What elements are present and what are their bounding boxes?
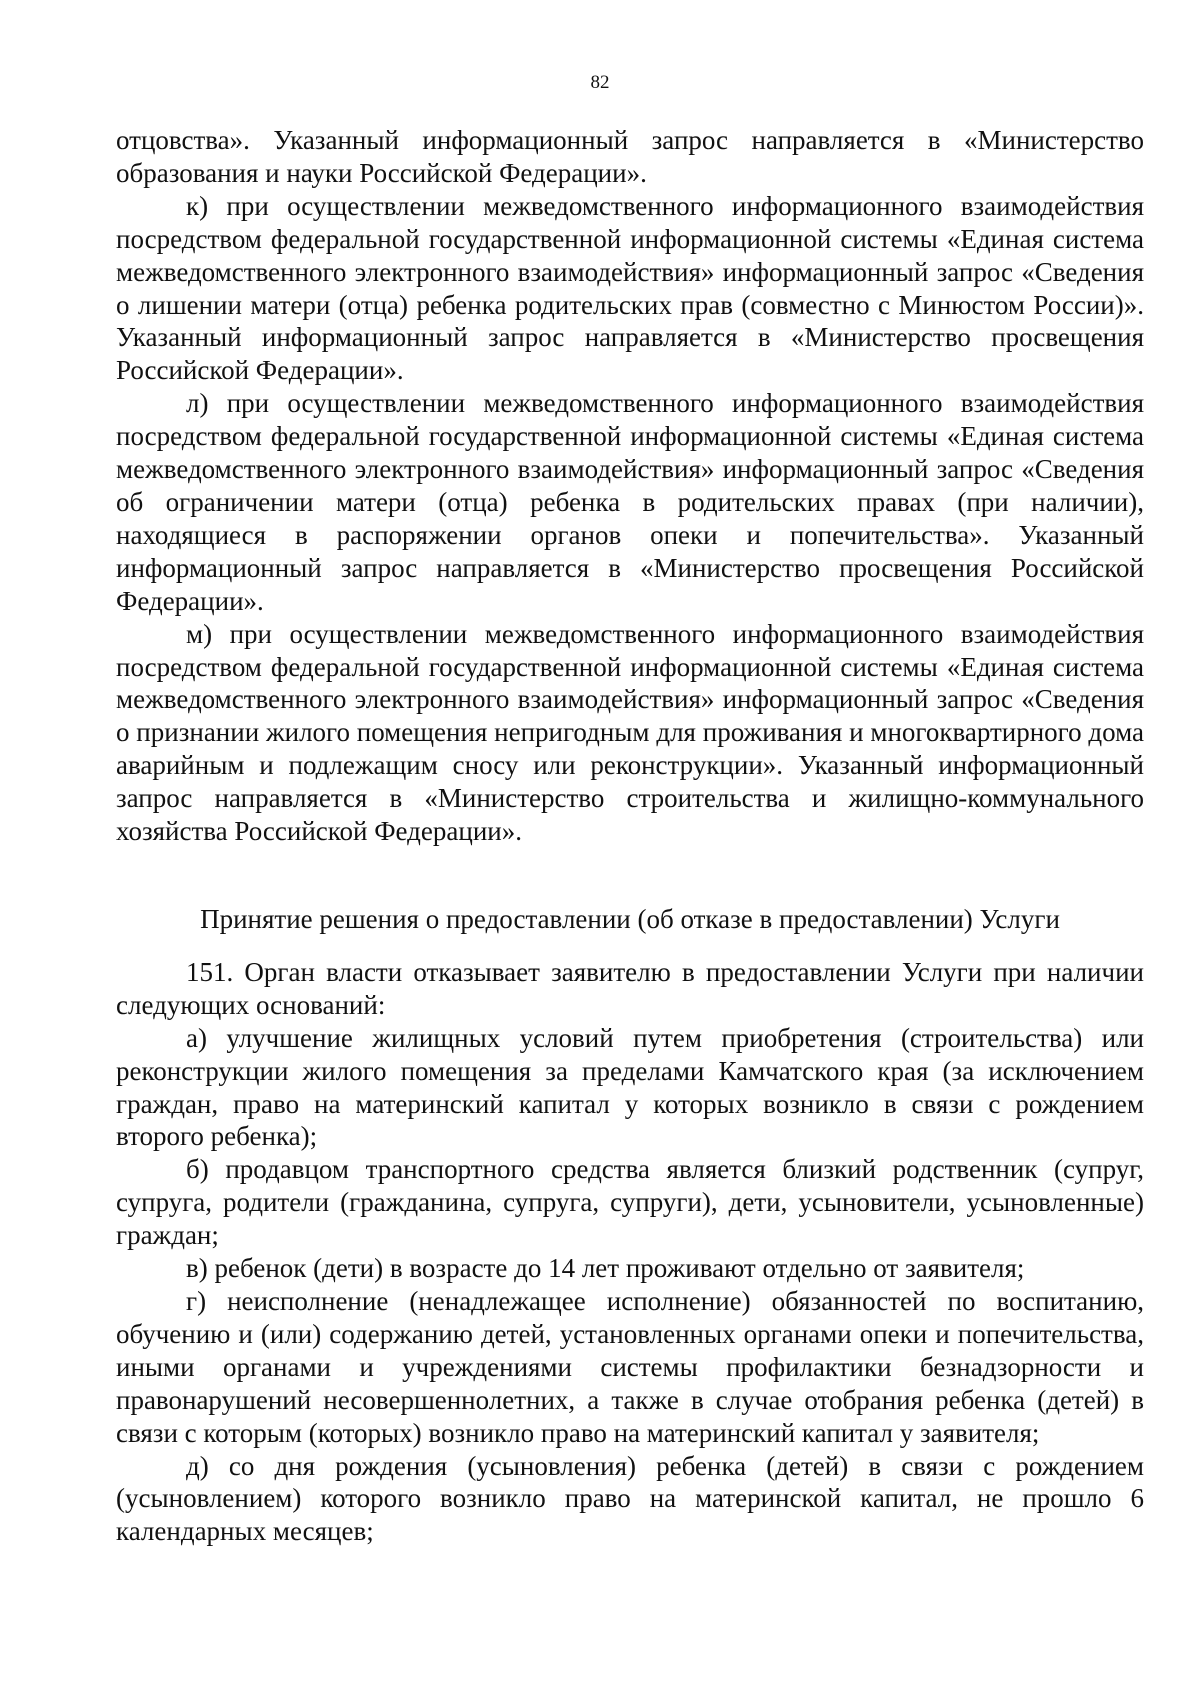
- paragraph-item-a: а) улучшение жилищных условий путем приобретения (строительства) или реконструкции жилого помещения за пределами Камчатского края (за исключением граждан, право на материнский капитал у которых возникло в связи с рождением второго ребенка);: [116, 1022, 1144, 1152]
- paragraph-item-k: к) при осуществлении межведомственного информационного взаимодействия посредством федеральной государственной информационной системы «Единая система межведомственного электронного взаимодействия» информационный запрос «Сведения о лишении матери (отца) ребенка родительских прав (совместно с Минюстом России)». Указанный информационный запрос направляется в «Министерство просвещения Российской Федерации».: [116, 190, 1144, 386]
- paragraph-item-b: б) продавцом транспортного средства является близкий родственник (супруг, супруга, родители (гражданина, супруга, супруги), дети, усыновители, усыновленные) граждан;: [116, 1154, 1144, 1251]
- paragraph-clause-151: 151. Орган власти отказывает заявителю в предоставлении Услуги при наличии следующих оснований:: [116, 956, 1144, 1020]
- paragraph-item-d: д) со дня рождения (усыновления) ребенка (детей) в связи с рождением (усыновлением) которого возникло право на материнской капитал, не прошло 6 календарных месяцев;: [116, 1450, 1144, 1547]
- paragraph-item-m: м) при осуществлении межведомственного информационного взаимодействия посредством федеральной государственной информационной системы «Единая система межведомственного электронного взаимодействия» информационный запрос «Сведения о признании жилого помещения непригодным для проживания и многоквартирного дома аварийным и подлежащим сносу или реконструкции». Указанный информационный запрос направляется в «Министерство строительства и жилищно-коммунального хозяйства Российской Федерации».: [116, 618, 1144, 847]
- document-body: [116, 124, 1144, 1548]
- paragraph-continuation: отцовства». Указанный информационный запрос направляется в «Министерство образования и науки Российской Федерации».: [116, 125, 1144, 188]
- section-heading: Принятие решения о предоставлении (об отказе в предоставлении) Услуги: [200, 903, 1060, 934]
- paragraph-item-l: л) при осуществлении межведомственного информационного взаимодействия посредством федеральной государственной информационной системы «Единая система межведомственного электронного взаимодействия» информационный запрос «Сведения об ограничении матери (отца) ребенка в родительских правах (при наличии), находящиеся в распоряжении органов опеки и попечительства». Указанный информационный запрос направляется в «Министерство просвещения Российской Федерации».: [116, 388, 1144, 616]
- page-number: 82: [590, 72, 610, 93]
- paragraph-item-g: г) неисполнение (ненадлежащее исполнение) обязанностей по воспитанию, обучению и (или) содержанию детей, установленных органами опеки и попечительства, иными органами и учреждениями системы профилактики безнадзорности и правонарушений несовершеннолетних, а также в случае отобрания ребенка (детей) в связи с которым (которых) возникло право на материнский капитал у заявителя;: [116, 1286, 1144, 1448]
- paragraph-item-v: в) ребенок (дети) в возрасте до 14 лет проживают отдельно от заявителя;: [186, 1253, 1025, 1284]
